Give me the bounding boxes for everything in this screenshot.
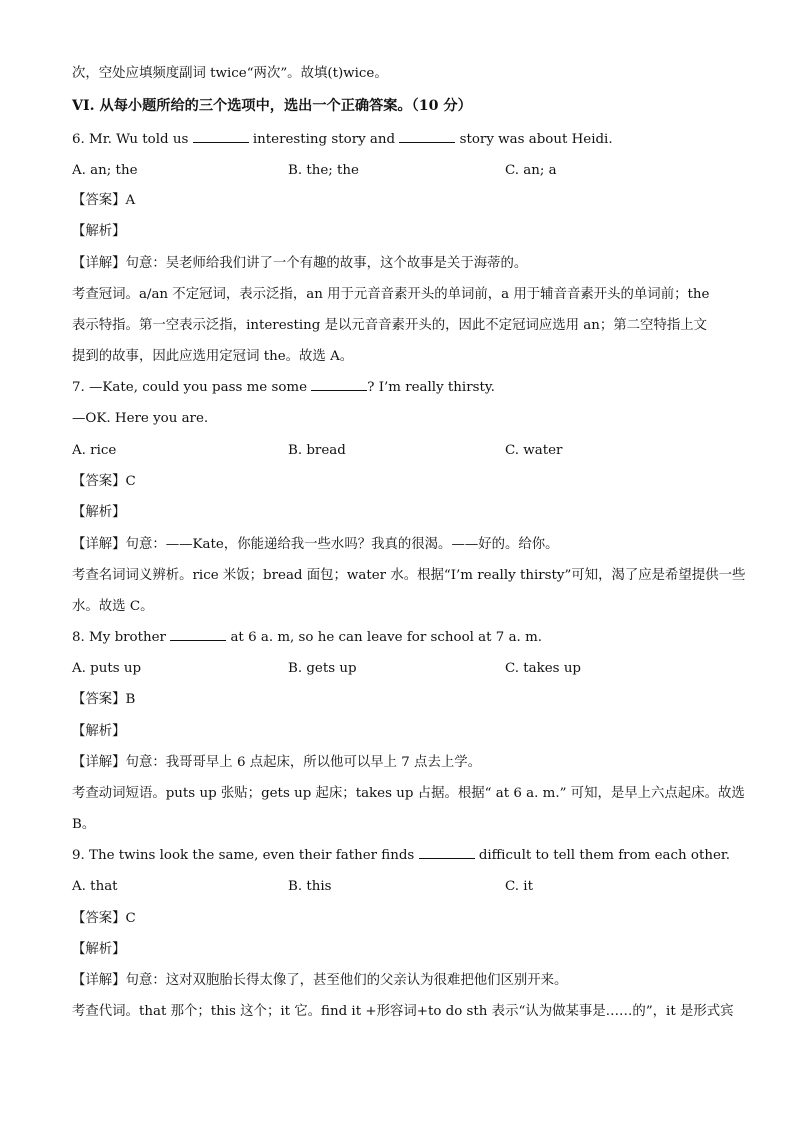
q6-text-a: 6. Mr. Wu told us bbox=[72, 132, 193, 147]
section-title: VI. 从每小题所给的三个选项中，选出一个正确答案。（10 分） bbox=[72, 98, 472, 114]
q6-answer: 【答案】A bbox=[72, 193, 136, 208]
q7-blank bbox=[311, 378, 367, 391]
q6-option-b: B. the; the bbox=[288, 163, 359, 178]
q6-text-c: story was about Heidi. bbox=[455, 132, 613, 147]
q6-explanation-1: 考查冠词。a/an 不定冠词，表示泛指，an 用于元音音素开头的单词前，a 用于辅音音素开头的单词前；the bbox=[72, 287, 710, 302]
question-6 bbox=[72, 130, 613, 150]
q8-option-b: B. gets up bbox=[288, 661, 357, 676]
q8-answer: 【答案】B bbox=[72, 692, 136, 707]
question-7 bbox=[72, 378, 495, 398]
q6-blank-2 bbox=[399, 130, 455, 143]
q9-answer: 【答案】C bbox=[72, 911, 136, 926]
q9-text-b: difficult to tell them from each other. bbox=[474, 848, 731, 863]
q7-option-c: C. water bbox=[505, 443, 563, 458]
q6-detail: 【详解】句意：吴老师给我们讲了一个有趣的故事，这个故事是关于海蒂的。 bbox=[72, 256, 528, 271]
q8-detail: 【详解】句意：我哥哥早上 6 点起床，所以他可以早上 7 点去上学。 bbox=[72, 755, 482, 770]
q7-analysis-label: 【解析】 bbox=[72, 505, 126, 520]
q7-detail: 【详解】句意：——Kate，你能递给我一些水吗？我真的很渴。——好的。给你。 bbox=[72, 537, 559, 552]
q6-text-b: interesting story and bbox=[248, 132, 400, 147]
q7-text-b: ? I’m really thirsty. bbox=[367, 380, 495, 395]
question-8 bbox=[72, 628, 542, 648]
q9-detail: 【详解】句意：这对双胞胎长得太像了，甚至他们的父亲认为很难把他们区别开来。 bbox=[72, 973, 568, 988]
q7-explanation-2: 水。故选 C。 bbox=[72, 599, 154, 614]
q9-option-a: A. that bbox=[72, 879, 118, 894]
q9-analysis-label: 【解析】 bbox=[72, 942, 126, 957]
continuation-line: 次，空处应填频度副词 twice“两次”。故填(t)wice。 bbox=[72, 66, 388, 81]
q8-text-a: 8. My brother bbox=[72, 630, 171, 645]
q6-option-c: C. an; a bbox=[505, 163, 557, 178]
q6-analysis-label: 【解析】 bbox=[72, 224, 126, 239]
q8-explanation-2: B。 bbox=[72, 817, 96, 832]
question-9 bbox=[72, 846, 730, 866]
q7-option-b: B. bread bbox=[288, 443, 346, 458]
q7-explanation-1: 考查名词词义辨析。rice 米饭；bread 面包；water 水。根据“I’m really thirsty”可知，渴了应是希望提供一些 bbox=[72, 568, 746, 583]
q6-explanation-3: 提到的故事，因此应选用定冠词 the。故选 A。 bbox=[72, 349, 354, 364]
q9-text-a: 9. The twins look the same, even their father finds bbox=[72, 848, 419, 863]
q8-text-b: at 6 a. m, so he can leave for school at 7 a. m. bbox=[226, 630, 543, 645]
q7-response: —OK. Here you are. bbox=[72, 411, 209, 426]
q9-explanation-1: 考查代词。that 那个；this 这个；it 它。find it +形容词+to do sth 表示“认为做某事是……的”，it 是形式宾 bbox=[72, 1004, 734, 1019]
q8-blank bbox=[170, 628, 226, 641]
q7-text-a: 7. —Kate, could you pass me some bbox=[72, 380, 312, 395]
q6-option-a: A. an; the bbox=[72, 163, 138, 178]
q8-option-c: C. takes up bbox=[505, 661, 582, 676]
q6-explanation-2: 表示特指。第一空表示泛指，interesting 是以元音音素开头的，因此不定冠词应选用 an；第二空特指上文 bbox=[72, 318, 708, 333]
q9-option-b: B. this bbox=[288, 879, 332, 894]
q9-option-c: C. it bbox=[505, 879, 533, 894]
q7-option-a: A. rice bbox=[72, 443, 117, 458]
q6-blank-1 bbox=[193, 130, 249, 143]
q9-blank bbox=[419, 846, 475, 859]
q8-explanation-1: 考查动词短语。puts up 张贴；gets up 起床；takes up 占据。根据“ at 6 a. m.” 可知，是早上六点起床。故选 bbox=[72, 786, 745, 801]
q7-answer: 【答案】C bbox=[72, 474, 136, 489]
q8-option-a: A. puts up bbox=[72, 661, 142, 676]
q8-analysis-label: 【解析】 bbox=[72, 724, 126, 739]
